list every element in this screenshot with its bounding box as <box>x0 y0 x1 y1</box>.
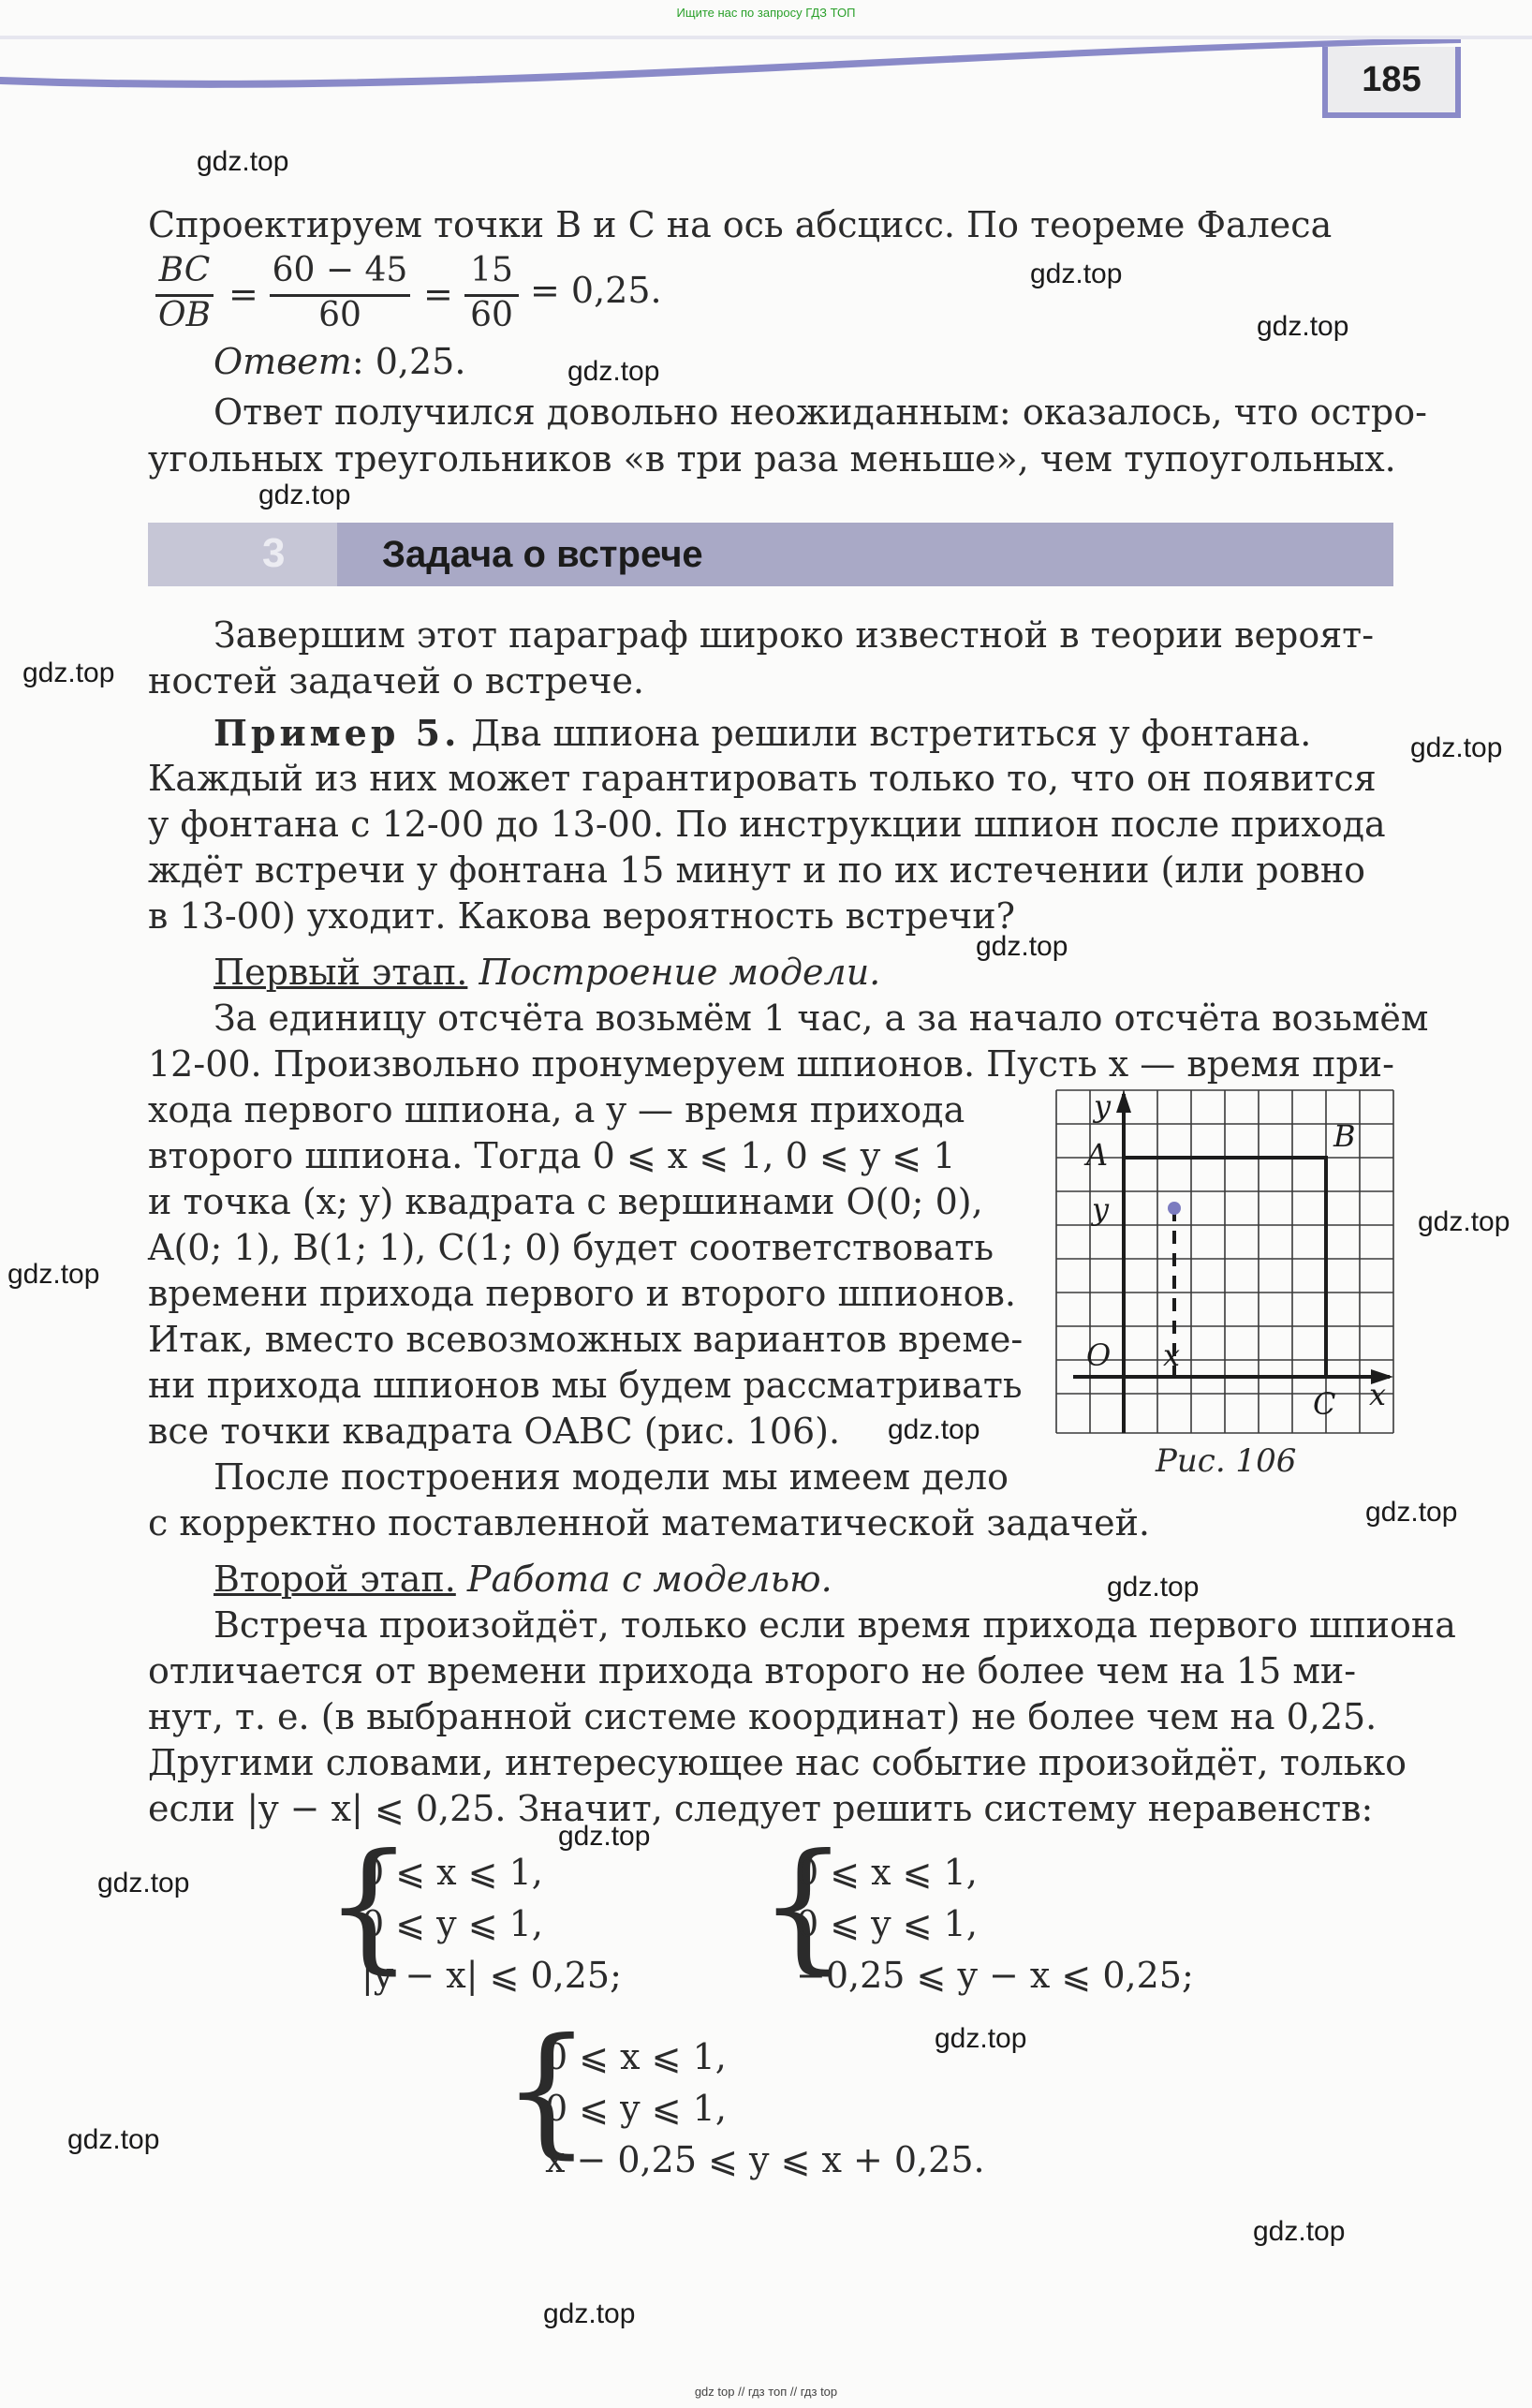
watermark: gdz.top <box>543 2298 636 2329</box>
section-number: 3 <box>262 530 286 576</box>
system3 <box>545 2031 985 2186</box>
watermark: gdz.top <box>1107 1572 1200 1603</box>
section-title: Задача о встрече <box>382 534 703 575</box>
watermark: gdz.top <box>1030 259 1123 289</box>
fraction-numerator: 60 − 45 <box>272 251 408 289</box>
answer-line <box>214 339 1459 385</box>
fraction-denominator: OB <box>158 296 211 334</box>
model-line6: A(0; 1), B(1; 1), C(1; 0) будет соответствовать <box>148 1227 994 1268</box>
point-xy <box>1168 1202 1181 1215</box>
watermark: gdz.top <box>976 931 1068 962</box>
x-mark-label: x <box>1163 1337 1181 1373</box>
fraction-denominator: 60 <box>318 296 361 334</box>
system3-row2: 0 ⩽ y ⩽ 1, <box>545 2088 727 2129</box>
paragraph-intro-line2: ностей задачей о встрече. <box>148 660 645 702</box>
watermark: gdz.top <box>935 2023 1027 2054</box>
model-line1: За единицу отсчёта возьмём 1 час, а за начало отсчёта возьмём <box>214 997 1429 1039</box>
line-acute: угольных треугольников «в три раза меньше», чем тупоугольных. <box>148 438 1396 480</box>
work-line3: нут, т. е. (в выбранной системе координат) не более чем на 0,25. <box>148 1696 1377 1737</box>
section-header <box>148 523 1393 586</box>
work-line5: если |y − x| ⩽ 0,25. Значит, следует решить систему неравенств: <box>148 1788 1374 1829</box>
example-text: Два шпиона решили встретиться у фонтана. <box>460 713 1312 754</box>
watermark: gdz.top <box>888 1414 980 1445</box>
watermark: gdz.top <box>1257 311 1349 342</box>
fraction-numerator: 15 <box>470 251 513 289</box>
example-line1 <box>148 710 1459 757</box>
paragraph-intro-line1: Завершим этот параграф широко известной в теории вероят- <box>214 614 1375 656</box>
model-line10: все точки квадрата OABC (рис. 106). <box>148 1411 841 1452</box>
label-c: C <box>1313 1386 1336 1422</box>
watermark: gdz.top <box>258 480 351 510</box>
stage2-heading <box>148 1557 1459 1603</box>
system1-row3: |y − x| ⩽ 0,25; <box>361 1955 622 1996</box>
bottom-note: gdz top // гдз топ // гдз top <box>694 2385 838 2399</box>
model-line3: хода первого шпиона, а y — время прихода <box>148 1089 965 1130</box>
system1-brace: { <box>324 1824 414 1987</box>
example-label: Пример 5. <box>214 712 461 754</box>
work-line2: отличается от времени прихода второго не более чем на 15 ми- <box>148 1650 1357 1692</box>
work-line1: Встреча произойдёт, только если время прихода первого шпиона <box>214 1604 1456 1646</box>
equals-result: = 0,25. <box>530 270 662 311</box>
model-line12: с корректно поставленной математической задачей. <box>148 1502 1150 1544</box>
fraction-numerator: BC <box>158 251 211 289</box>
line-unexpected: Ответ получился довольно неожиданным: оказалось, что остро- <box>214 391 1427 433</box>
fraction-15-60 <box>464 251 519 337</box>
model-line9: ни прихода шпионов мы будем рассматривать <box>148 1365 1023 1406</box>
label-b: B <box>1333 1118 1356 1154</box>
model-line5: и точка (x; y) квадрата с вершинами O(0; 0), <box>148 1181 983 1222</box>
system1 <box>361 1847 622 2002</box>
page-number: 185 <box>1362 60 1422 99</box>
model-line2: 12-00. Произвольно пронумеруем шпионов. Пусть x — время при- <box>148 1043 1394 1085</box>
watermark: gdz.top <box>67 2124 160 2155</box>
fraction-60-45 <box>270 251 410 337</box>
watermark: gdz.top <box>558 1821 651 1852</box>
stage1-label: Первый этап. <box>214 952 468 993</box>
top-note: Ищите нас по запросу ГДЗ ТОП <box>676 6 856 20</box>
stage1-title: Построение модели. <box>467 952 881 993</box>
stage2-label: Второй этап. <box>214 1559 456 1600</box>
system3-brace: { <box>502 2009 592 2172</box>
system3-row1: 0 ⩽ x ⩽ 1, <box>545 2036 727 2077</box>
y-axis-label: y <box>1094 1088 1112 1124</box>
label-o: O <box>1086 1337 1112 1373</box>
system3-row3: x − 0,25 ⩽ y ⩽ x + 0,25. <box>545 2139 985 2180</box>
answer-value: : 0,25. <box>351 341 466 382</box>
equals-sign: = <box>423 273 453 315</box>
watermark: gdz.top <box>197 146 289 177</box>
equals-sign: = <box>228 273 258 315</box>
work-line4: Другими словами, интересующее нас событие произойдёт, только <box>148 1742 1407 1783</box>
system2-brace: { <box>759 1824 848 1987</box>
fraction-denominator: 60 <box>470 296 513 334</box>
system2 <box>796 1847 1194 2002</box>
stage2-title: Работа с моделью. <box>455 1559 832 1600</box>
system2-row1: 0 ⩽ x ⩽ 1, <box>796 1852 978 1893</box>
x-axis-label: x <box>1369 1377 1387 1412</box>
watermark: gdz.top <box>1253 2216 1346 2247</box>
page-number-box <box>1322 47 1461 118</box>
example-line2: Каждый из них может гарантировать только то, что он появится <box>148 758 1377 799</box>
stage1-heading <box>148 950 1459 996</box>
system2-row2: 0 ⩽ y ⩽ 1, <box>796 1903 978 1944</box>
system1-row1: 0 ⩽ x ⩽ 1, <box>361 1852 543 1893</box>
line-thales: Спроектируем точки B и C на ось абсцисс. По теореме Фалеса <box>148 204 1333 245</box>
y-mark-label: y <box>1092 1191 1110 1227</box>
label-a: A <box>1086 1137 1109 1173</box>
watermark: gdz.top <box>567 356 660 387</box>
figure-caption: Рис. 106 <box>1156 1442 1297 1480</box>
model-line8: Итак, вместо всевозможных вариантов време- <box>148 1319 1024 1360</box>
answer-label: Ответ <box>214 341 352 382</box>
example-line4: ждёт встречи у фонтана 15 минут и по их истечении (или ровно <box>148 849 1366 891</box>
section-number-box <box>148 523 337 586</box>
model-line4: второго шпиона. Тогда 0 ⩽ x ⩽ 1, 0 ⩽ y ⩽ 1 <box>148 1135 956 1176</box>
watermark: gdz.top <box>7 1259 100 1290</box>
example-line5: в 13-00) уходит. Какова вероятность встречи? <box>148 895 1016 937</box>
fraction-bc-ob <box>155 251 214 337</box>
system1-row2: 0 ⩽ y ⩽ 1, <box>361 1903 543 1944</box>
watermark: gdz.top <box>1418 1206 1510 1237</box>
y-axis-arrow <box>1116 1090 1131 1113</box>
system2-row3: −0,25 ⩽ y − x ⩽ 0,25; <box>796 1955 1194 1996</box>
watermark: gdz.top <box>1365 1497 1458 1528</box>
model-line11: После построения модели мы имеем дело <box>214 1456 1009 1498</box>
model-line7: времени прихода первого и второго шпионов. <box>148 1273 1016 1314</box>
example-line3: у фонтана с 12-00 до 13-00. По инструкции шпион после прихода <box>148 804 1386 845</box>
header-band <box>0 36 1532 101</box>
watermark: gdz.top <box>1410 732 1503 763</box>
watermark: gdz.top <box>97 1868 190 1898</box>
figure-106 <box>1054 1085 1401 1440</box>
watermark: gdz.top <box>22 657 115 688</box>
